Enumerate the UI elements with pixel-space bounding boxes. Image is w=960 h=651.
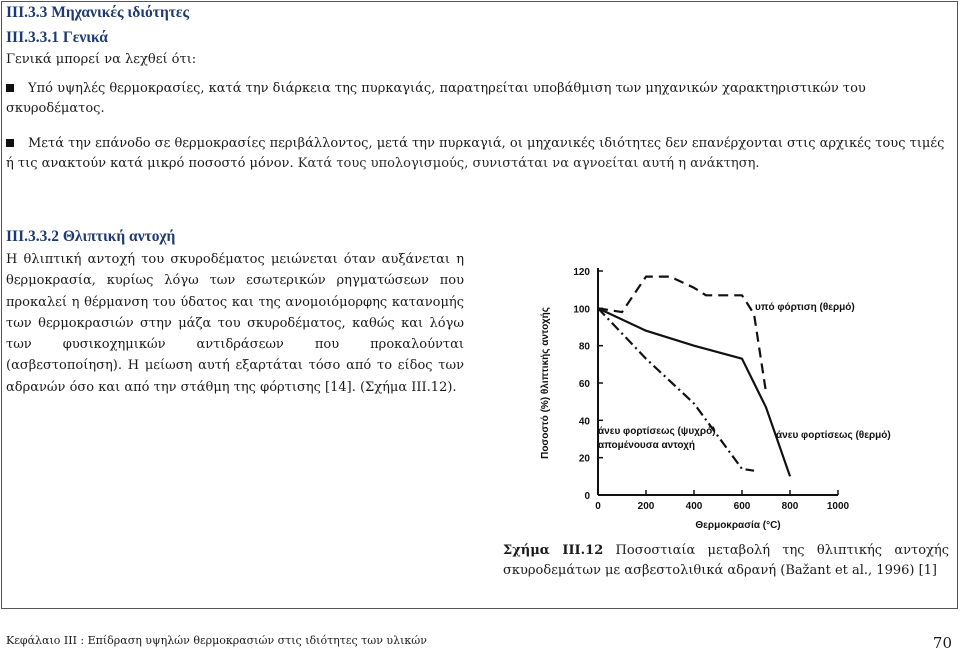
x-tick-label: 0 — [595, 501, 601, 512]
annotation-loaded-hot: υπό φόρτιση (θερμό) — [755, 302, 855, 313]
body-paragraph: Η θλιπτική αντοχή του σκυροδέματος μειώνεται όταν αυξάνεται η θερμοκρασία, κυρίως λόγω των εσωτερικών ρηγματώσεων που προκαλεί η θέρμανση του ύδατος και της ανομοιόμορφης κατανομής των θερμοκρασιών στην μάζα του σκυροδέματος, καθώς και λόγω των φυσικοχημικών αντιδράσεων που προκαλούνται (ασβεστοποίηση). Η μείωση αυτή εξαρτάται τόσο από το είδος των αδρανών όσο και από την στάθμη της φόρτισης [14]. (Σχήμα ΙΙΙ.12). — [6, 252, 464, 395]
annotation-unloaded-hot: άνευ φορτίσεως (θερμό) — [776, 430, 891, 441]
x-axis-label: Θερμοκρασία (°C) — [695, 520, 781, 531]
y-axis-label: Ποσοστό (%) θλιπτικής αντοχής — [540, 307, 551, 459]
figure — [518, 258, 948, 536]
y-tick-label: 100 — [573, 304, 590, 316]
bullet-square-icon — [6, 139, 14, 147]
annotation-residual-strength: απομένουσα αντοχή — [598, 440, 696, 451]
y-tick-label: 120 — [573, 267, 590, 278]
bullet-text: Υπό υψηλές θερμοκρασίες, κατά την διάρκεια της πυρκαγιάς, παρατηρείται υποβάθμιση των μηχανικών χαρακτηριστικών του σκυροδέματος. — [6, 81, 866, 116]
y-tick-label: 0 — [584, 491, 590, 502]
figure-caption-label: Σχήμα ΙΙΙ.12 — [503, 543, 604, 558]
x-tick-label: 600 — [733, 501, 751, 512]
y-tick-label: 40 — [578, 416, 590, 428]
bullet-item — [6, 79, 954, 119]
bullet-text-part1: Μετά την επάνοδο σε θερμοκρασίες περιβάλλοντος, μετά την πυρκαγιά, οι μηχανικές ιδιότητες δεν επανέρχονται στις αρχικές τους τιμές ή τις ανακτούν κατά μικρό ποσοστό μόνον. — [6, 136, 945, 171]
x-tick-label: 400 — [685, 501, 703, 512]
x-tick-label: 200 — [637, 501, 655, 512]
bullet-text — [6, 134, 954, 174]
x-tick-label: 800 — [781, 501, 799, 512]
y-tick-label: 20 — [578, 453, 590, 465]
subsection-title-general: III.3.3.1 Γενικά — [6, 29, 108, 46]
page-number: 70 — [932, 634, 952, 651]
subsection-title-compressive: III.3.3.2 Θλιπτική αντοχή — [6, 228, 176, 245]
figure-caption-text: Ποσοστιαία μεταβολή της θλιπτικής αντοχής σκυροδεμάτων με ασβεστολιθικά αδρανή (Bažant et al., 1996) [1] — [503, 543, 950, 578]
bullet-item — [6, 134, 954, 174]
y-tick-label: 80 — [578, 341, 590, 353]
bullet-text-part2: Κατά τους υπολογισμούς, συνιστάται να αγνοείται αυτή η ανάκτηση. — [297, 156, 760, 171]
intro-text: Γενικά μπορεί να λεχθεί ότι: — [6, 52, 197, 67]
series-line-1 — [598, 277, 766, 393]
figure-caption — [503, 541, 949, 581]
x-tick-label: 1000 — [826, 501, 850, 512]
strength-chart — [518, 258, 948, 536]
y-tick-label: 60 — [578, 379, 590, 390]
bullet-square-icon — [6, 84, 14, 92]
annotation-unloaded-cold: άνευ φορτίσεως (ψυχρό) — [598, 426, 716, 437]
series-line-2 — [598, 308, 790, 476]
footer-chapter: Κεφάλαιο ΙΙΙ : Επίδραση υψηλών θερμοκρασιών στις ιδιότητες των υλικών — [6, 634, 427, 647]
section-title: III.3.3 Μηχανικές ιδιότητες — [6, 4, 190, 21]
